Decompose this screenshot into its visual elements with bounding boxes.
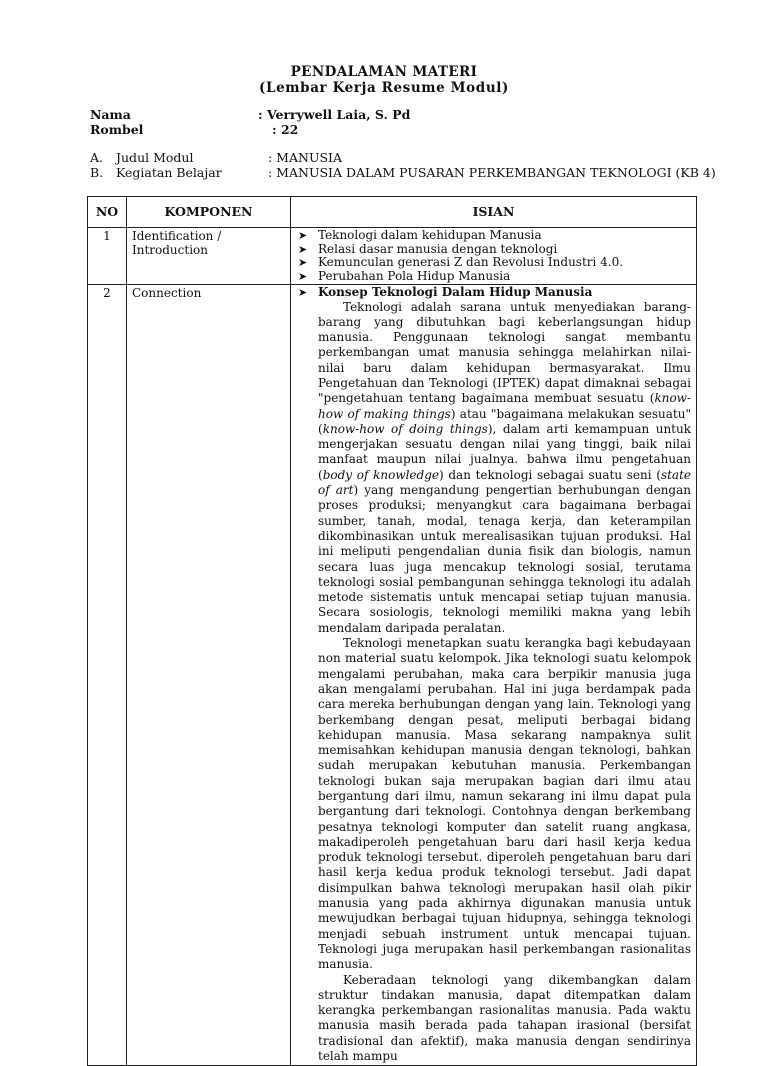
activity-label: Kegiatan Belajar xyxy=(116,165,222,180)
table-header-row xyxy=(88,197,697,228)
document-subtitle: (Lembar Kerja Resume Modul) xyxy=(259,80,509,96)
header-isian: ISIAN xyxy=(291,197,697,228)
activity-marker: B. xyxy=(90,165,104,180)
arrow-bullet-icon: ➤ xyxy=(298,256,308,269)
module-title-marker: A. xyxy=(90,150,104,165)
module-title-value: : MANUSIA xyxy=(268,150,343,165)
paragraph-2: Teknologi menetapkan suatu kerangka bagi kebudayaan non material suatu kelompok. Jika teknologi suatu kelompok mengalami perubahan, maka cara berpikir manusia juga akan mengalami perubahan. Hal ini juga berdampak pada cara mereka berhubungan dengan yang lain. Teknologi yang berkembang dengan pesat, meliputi berbagai bidang kehidupan manusia. Masa sekarang nampaknya sulit memisahkan kehidupan manusia dengan teknologi, bahkan sudah merupakan kebutuhan manusia. Perkembangan teknologi bukan saja merupakan bagian dari ilmu atau bergantung dari ilmu, namun sekarang ini ilmu dapat pula bergantung dari teknologi. Contohnya dengan berkembang pesatnya teknologi komputer dan satelit ruang angkasa, makadiperoleh pengetahuan baru dari hasil kerja kedua produk teknologi tersebut. diperoleh pengetahuan baru dari hasil kerja kedua produk teknologi tersebut. Jadi dapat disimpulkan bahwa teknologi merupakan hasil olah pikir manusia yang pada akhirnya digunakan manusia untuk mewujudkan berbagai tujuan hidupnya, sehingga teknologi menjadi sebuah instrument untuk mencapai tujuan. Teknologi juga merupakan hasil perkembangan rasionalitas manusia. xyxy=(318,636,691,972)
name-value: : Verrywell Laia, S. Pd xyxy=(258,107,411,122)
rombel-label: Rombel xyxy=(90,122,144,137)
arrow-bullet-icon: ➤ xyxy=(298,269,308,283)
row2-komponen: Connection xyxy=(127,285,291,1066)
header-komponen: KOMPONEN xyxy=(127,197,291,228)
arrow-bullet-icon: ➤ xyxy=(298,229,308,242)
list-item: ➤ Teknologi dalam kehidupan Manusia xyxy=(298,228,542,242)
row2-no: 2 xyxy=(88,285,127,1066)
table-row xyxy=(88,228,697,285)
resume-table xyxy=(87,196,697,1066)
header-no: NO xyxy=(88,197,127,228)
activity-value: : MANUSIA DALAM PUSARAN PERKEMBANGAN TEKNOLOGI (KB 4) xyxy=(268,165,716,180)
arrow-bullet-icon: ➤ xyxy=(298,286,308,299)
table-row xyxy=(88,285,697,1066)
module-title-label: Judul Modul xyxy=(116,150,194,165)
document-title: PENDALAMAN MATERI xyxy=(290,64,478,80)
arrow-bullet-icon: ➤ xyxy=(298,242,308,256)
row1-komponen: Identification / Introduction xyxy=(127,228,291,285)
list-item: ➤ Relasi dasar manusia dengan teknologi xyxy=(298,241,558,256)
row2-isian xyxy=(291,285,697,1066)
rombel-value: : 22 xyxy=(272,122,299,137)
section-heading: ➤ Konsep Teknologi Dalam Hidup Manusia xyxy=(298,285,593,299)
list-item: ➤ Kemunculan generasi Z dan Revolusi Industri 4.0. xyxy=(298,255,624,269)
list-item: ➤ Perubahan Pola Hidup Manusia xyxy=(298,268,511,283)
paragraph-3: Keberadaan teknologi yang dikembangkan dalam struktur tindakan manusia, dapat ditempatkan dalam kerangka perkembangan rasionalitas manusia. Pada waktu manusia masih berada pada tahapan irasional (bersifat tradisional dan afektif), maka manusia dengan sendirinya telah mampu xyxy=(318,972,691,1064)
row1-isian xyxy=(291,228,697,285)
paragraph-1: Teknologi adalah sarana untuk menyediakan barang-barang yang dibutuhkan bagi keberlangsungan hidup manusia. Penggunaan teknologi sangat membantu perkembangan umat manusia sehingga melahirkan nilai-nilai baru dalam kehidupan bermasyarakat. Ilmu Pengetahuan dan Teknologi (IPTEK) dapat dimaknai sebagai "pengetahuan tentang bagaimana membuat sesuatu (know-how of making things) atau "bagaimana melakukan sesuatu" (know-how of doing things), dalam arti kemampuan untuk mengerjakan sesuatu dengan nilai yang tinggi, baik nilai manfaat maupun nilai jualnya. bahwa ilmu pengetahuan (body of knowledge) dan teknologi sebagai suatu seni (state of art) yang mengandung pengertian berhubungan dengan proses produksi; menyangkut cara bagaimana berbagai sumber, tanah, modal, tenaga kerja, dan keterampilan dikombinasikan untuk merealisasikan tujuan produksi. Hal ini meliputi pengendalian dunia fisik dan biologis, namun secara luas juga mencakup teknologi sosial, terutama teknologi sosial pembangunan sehingga teknologi itu adalah metode sistematis untuk mencapai setiap tujuan manusia. Secara sosiologis, teknologi memiliki makna yang lebih mendalam daripada peralatan. xyxy=(318,299,692,635)
row1-no: 1 xyxy=(88,228,127,285)
name-label: Nama xyxy=(90,107,131,122)
